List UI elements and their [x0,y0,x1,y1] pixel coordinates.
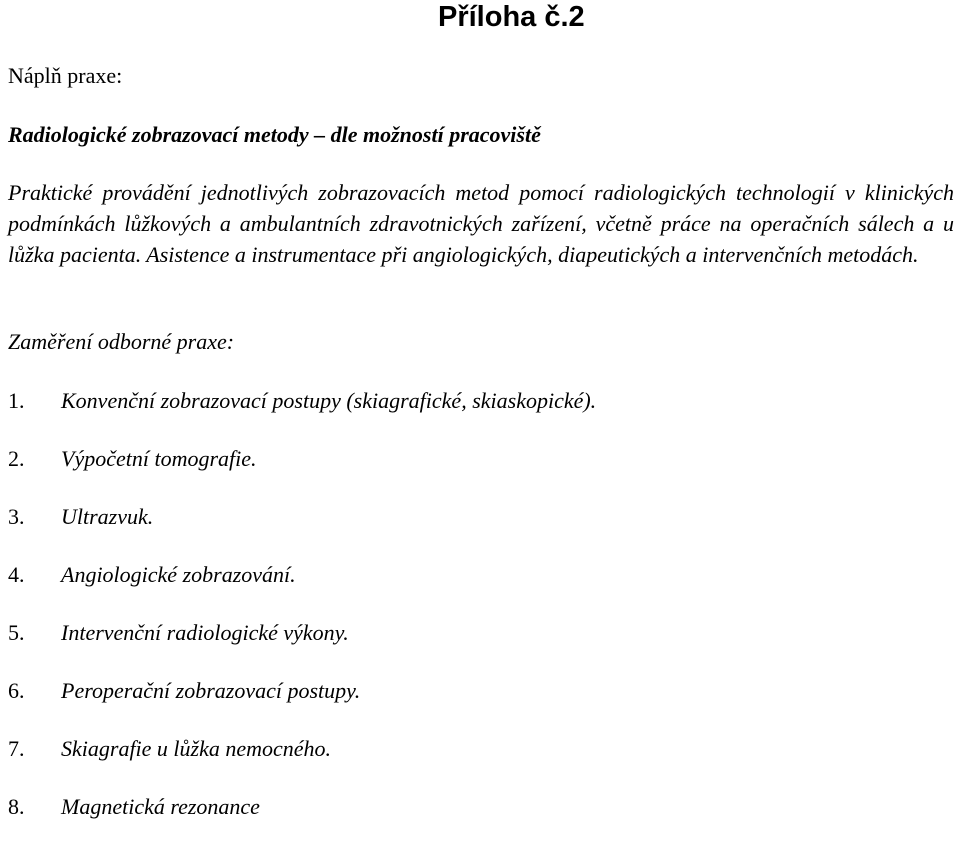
list-item-text: Skiagrafie u lůžka nemocného. [61,736,332,761]
list-item [8,385,596,443]
list-item [8,501,596,559]
list-item-number: 5. [8,620,25,645]
list-item-text: Intervenční radiologické výkony. [61,620,349,645]
list-item [8,559,596,617]
list-item [8,675,596,733]
list-item-text: Peroperační zobrazovací postupy. [61,678,361,703]
focus-label: Zaměření odborné praxe: [8,329,235,354]
list-item-text: Magnetická rezonance [61,794,260,819]
section-heading: Náplň praxe: [8,63,123,88]
list-item [8,617,596,675]
list-item [8,791,596,849]
appendix-label: Příloha č.2 [438,1,585,33]
list-item-number: 1. [8,388,25,413]
list-item-number: 4. [8,562,25,587]
focus-list [8,385,596,849]
list-item-text: Ultrazvuk. [61,504,154,529]
list-item-number: 7. [8,736,25,761]
list-item-number: 8. [8,794,25,819]
list-item-text: Konvenční zobrazovací postupy (skiagrafické, skiaskopické). [61,388,597,413]
list-item-number: 3. [8,504,25,529]
list-item-text: Angiologické zobrazování. [61,562,296,587]
description-paragraph: Praktické provádění jednotlivých zobrazovacích metod pomocí radiologických technologií v klinických podmínkách lůžkových a ambulantních zdravotnických zařízení, včetně práce na operačních sálech a u lůžka pacienta. Asistence a instrumentace při angiologických, diapeutických a intervenčních metodách. [8,180,954,267]
list-item [8,733,596,791]
list-item-text: Výpočetní tomografie. [61,446,257,471]
section-subtitle: Radiologické zobrazovací metody – dle možností pracoviště [8,122,541,147]
list-item-number: 6. [8,678,25,703]
list-item [8,443,596,501]
list-item-number: 2. [8,446,25,471]
